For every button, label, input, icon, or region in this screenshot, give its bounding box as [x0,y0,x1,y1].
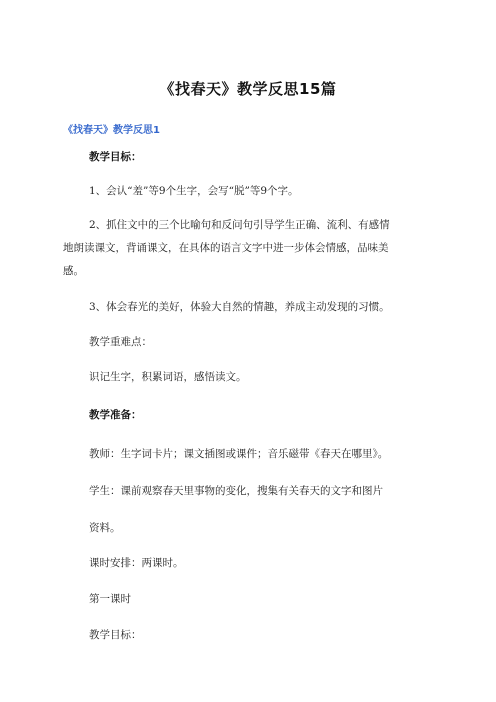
first-lesson-goals-heading: 教学目标： [89,629,142,641]
section-heading: 《找春天》教学反思1 [63,125,160,136]
goal-2-line-3: 感。 [63,265,84,277]
lesson-arrangement: 课时安排：两课时。 [89,557,184,569]
goal-2-line-2: 地朗读课文，背诵课文，在具体的语言文字中进一步体会情感，品味美 [63,242,389,254]
heading-preparation: 教学准备： [89,409,142,421]
prep-student-line-2: 资料。 [89,522,121,534]
document-title: 《找春天》教学反思15篇 [159,80,337,98]
first-lesson-heading: 第一课时 [89,593,131,605]
heading-key-points: 教学重难点： [89,336,152,348]
prep-teacher: 教师：生字词卡片；课文插图或课件；音乐磁带《春天在哪里》。 [89,448,389,460]
goal-2-line-1: 2、抓住文中的三个比喻句和反问句引导学生正确、流利、有感情 [89,219,390,231]
goal-1: 1、会认“羞”等9个生字，会写“脱”等9个字。 [89,185,299,197]
key-points-text: 识记生字，积累词语，感悟读文。 [89,371,247,383]
heading-teaching-goals: 教学目标： [89,151,142,163]
prep-student-line-1: 学生：课前观察春天里事物的变化，搜集有关春天的文字和图片 [89,485,383,497]
goal-3: 3、体会春光的美好，体验大自然的情趣，养成主动发现的习惯。 [89,301,390,313]
